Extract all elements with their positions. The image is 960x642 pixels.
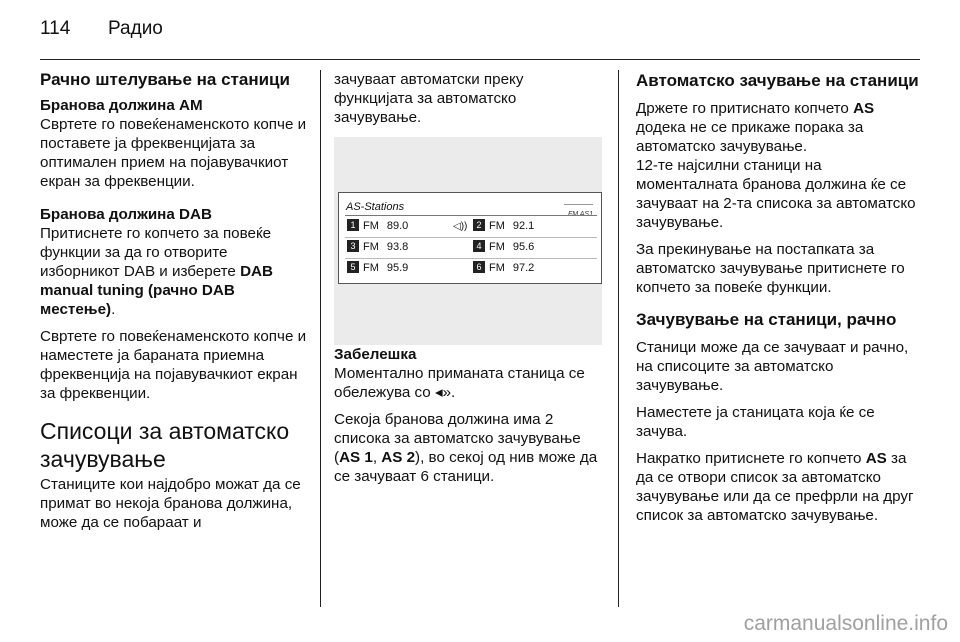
- station-4-band: FM: [489, 241, 505, 253]
- station-5-band: FM: [363, 262, 379, 274]
- station-5: [347, 261, 408, 276]
- page-header: [40, 18, 920, 48]
- station-4-freq: 95.6: [512, 241, 535, 253]
- cancel-paragraph: За прекинување на постапката за автоматско зачувување притиснете го копчето за повеќе функции.: [636, 241, 905, 296]
- column-divider-2: [618, 70, 619, 607]
- manual-save-paragraph-2: Наместете ја станицата која ќе се зачува.: [636, 404, 875, 440]
- as2-label: AS 2: [381, 449, 416, 466]
- note-title: Забелешка: [334, 346, 417, 363]
- dab-text: Притиснете го копчето за повеќе функции за да го отворите изборникот DAB и изберете: [40, 225, 272, 280]
- running-section-title: Радио: [108, 18, 163, 39]
- station-3-band: FM: [363, 241, 379, 253]
- station-2-freq: 92.1: [512, 220, 535, 232]
- station-1-number: 1: [347, 219, 359, 231]
- column-1: [40, 70, 308, 540]
- row-divider: [345, 237, 597, 238]
- screen-list-tag: FM AS1: [564, 204, 593, 224]
- station-6-band: FM: [489, 262, 505, 274]
- column-3: [636, 70, 920, 533]
- lists-paragraph: Станиците кои најдобро можат да се примат во некоја бранова должина, може да се побараат и: [40, 476, 301, 531]
- auto-save-paragraph-1: [636, 99, 920, 156]
- page-number: 114: [40, 18, 71, 39]
- auto-save-paragraph-2: 12-те најсилни станици на моменталната бранова должина ќе се зачуваат на 2-та списока за автоматско зачувување.: [636, 157, 916, 231]
- as1-label: AS 1: [339, 449, 373, 466]
- manual-save-text-b: за да се отвори список за автоматско зачувување или да се префрли на друг список за автоматско зачувување.: [636, 450, 914, 524]
- station-6-freq: 97.2: [512, 262, 535, 274]
- station-3-number: 3: [347, 240, 359, 252]
- station-4: [473, 240, 534, 255]
- station-1: [347, 219, 468, 234]
- station-3-freq: 93.8: [386, 241, 409, 253]
- manual-save-paragraph-1: Станици може да се зачуваат и рачно, на списоците за автоматско зачувување.: [636, 339, 909, 394]
- dab-paragraph-1: [40, 224, 308, 319]
- continued-paragraph: зачуваат автоматски преку функцијата за автоматско зачувување.: [334, 71, 524, 126]
- speaker-icon: ◁)): [453, 221, 468, 232]
- dab-menu-item: DAB manual tuning (рачно DAB местење): [40, 263, 273, 318]
- station-5-freq: 95.9: [386, 262, 409, 274]
- auto-save-text-a: Држете го притиснато копчето: [636, 100, 854, 117]
- dab-text-end: .: [111, 301, 116, 318]
- station-5-number: 5: [347, 261, 359, 273]
- station-1-freq: 89.0: [386, 220, 409, 232]
- station-6: [473, 261, 534, 276]
- as-button-label: AS: [865, 450, 887, 467]
- screen-title-divider: [345, 215, 597, 216]
- station-4-number: 4: [473, 240, 485, 252]
- manual-save-paragraph-3: [636, 449, 920, 525]
- as-stations-screen: [338, 192, 602, 284]
- station-2: [473, 219, 534, 234]
- screen-title: AS-Stations: [346, 201, 405, 213]
- heading-autostore-lists: Списоци за автоматско зачувување: [40, 418, 290, 472]
- lists-count-sep: ,: [372, 449, 382, 466]
- manual-save-text-a: Накратко притиснете го копчето: [636, 450, 866, 467]
- watermark: carmanualsonline.info: [743, 612, 948, 635]
- station-3: [347, 240, 408, 255]
- subheading-dab: Бранова должина DAB: [40, 206, 212, 223]
- lists-count-text-a: Секоја бранова должина има 2 списока за автоматско зачувување (: [334, 411, 581, 466]
- column-divider-1: [320, 70, 321, 607]
- station-1-band: FM: [363, 220, 379, 232]
- station-2-number: 2: [473, 219, 485, 231]
- auto-save-text-b: додека не се прикаже порака за автоматско зачувување.: [636, 119, 864, 155]
- lists-count-paragraph: [334, 410, 604, 486]
- am-paragraph: Свртете го повеќенаменскoто копче и поставете ја фреквенцијата за оптимален прием на појавувачкиот екран за фреквенции.: [40, 116, 307, 190]
- station-2-band: FM: [489, 220, 505, 232]
- heading-auto-save: Автоматско зачување на станици: [636, 71, 919, 90]
- as-button-label: AS: [853, 100, 875, 117]
- column-2: [334, 70, 604, 494]
- subheading-am: Бранова должина AM: [40, 97, 203, 114]
- note-text: Моментално приманата станица се обележува со ◂».: [334, 365, 585, 401]
- dab-paragraph-2: Свртете го повеќенаменскoто копче и наместете ја бараната приемна фреквенција на појавувачкиот екран за фреквенции.: [40, 328, 307, 402]
- screen-figure: [334, 137, 602, 345]
- station-6-number: 6: [473, 261, 485, 273]
- row-divider: [345, 258, 597, 259]
- lists-count-text-b: ), во секој од нив може да се зачуваат 6 станици.: [334, 449, 598, 485]
- heading-manual-tuning: Рачно штелување на станици: [40, 70, 290, 89]
- header-divider: [40, 59, 920, 60]
- heading-manual-save: Зачувување на станици, рачно: [636, 310, 897, 329]
